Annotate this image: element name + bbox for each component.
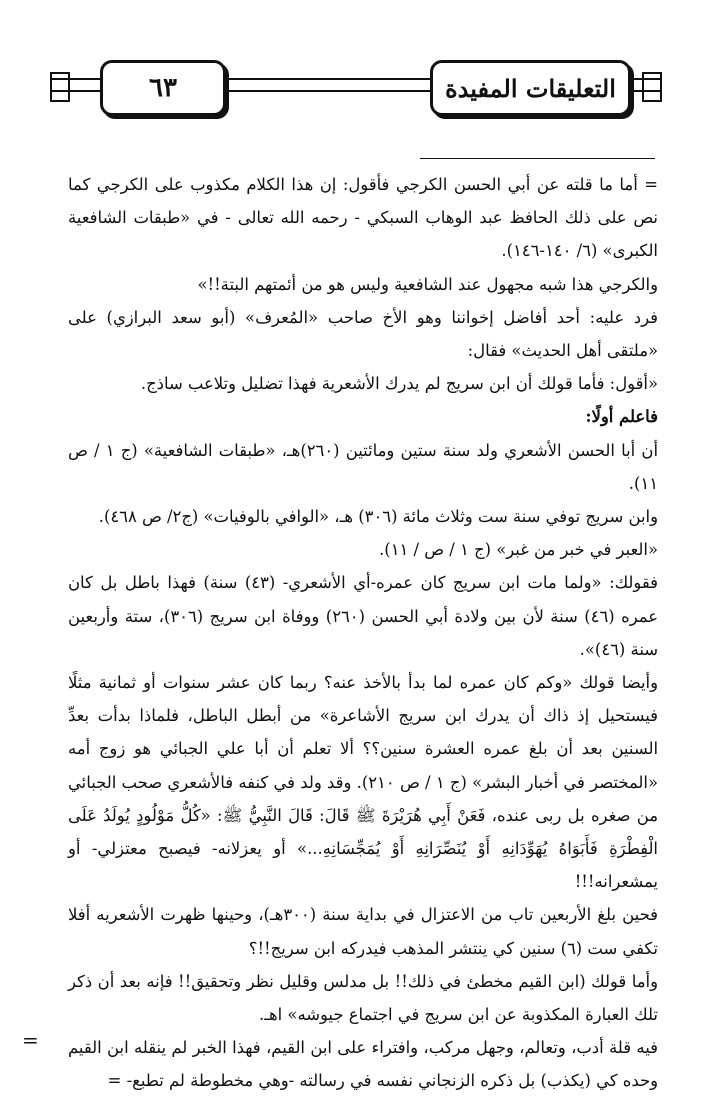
footnote-rule xyxy=(420,158,655,159)
header-right-cap xyxy=(642,72,662,102)
header-left-cap xyxy=(50,72,70,102)
paragraph: = أما ما قلته عن أبي الحسن الكرجي فأقول: إن هذا الكلام مكذوب على الكرجي كما نص على ذلك الحافظ عبد الوهاب السبكي - رحمه الله تعالى - في «طبقات الشافعية الكبرى» (٦/ ١٤٠-١٤٦). xyxy=(68,175,658,261)
paragraph: وأما قولك (ابن القيم مخطئ في ذلك!! بل مدلس وقليل نظر وتحقيق!! فإنه بعد أن ذكر تلك العبارة المكذوبة عن ابن سريج في اجتماع جيوشه» اهـ. xyxy=(68,971,658,1025)
paragraph: فحين بلغ الأربعين تاب من الاعتزال في بداية سنة (٣٠٠هـ)، وحينها ظهرت الأشعريه أفلا تكفي ست (٦) سنين كي ينتشر المذهب فيدركه ابن سريج!!؟ xyxy=(68,905,658,958)
paragraph: وأيضا قولك «وكم كان عمره لما بدأ بالأخذ عنه؟ ربما كان عشر سنوات أو ثمانية مثلًا فيستحيل إذ ذاك أن يدرك ابن سريج الأشاعرة» من أبطل الباطل، فلماذا بدأت بعدِّ السنين بعد أن بلغ عمره العشرة سنين؟؟ ألا تعلم أن أبا علي الجبائي هو زوج أمه «المختصر في أخبار البشر» (ج ١ / ص ٢١٠). وقد ولد في كنفه فالأشعري صحب الجبائي من صغره بل ربى عنده، فَعَنْ أَبِي هُرَيْرَةَ ﷺ قَالَ: قَالَ النَّبِيُّ ﷺ: «كُلُّ مَوْلُودٍ يُولَدُ عَلَى الْفِطْرَةِ فَأَبَوَاهُ يُهَوِّدَانِهِ أَوْ يُنَصِّرَانِهِ أَوْ يُمَجِّسَانِهِ...» أو يعزلانه- فيصبح معتزلي- أو يمشعرانه!!! xyxy=(68,673,658,892)
footnote-text xyxy=(68,168,658,1098)
subheading: فاعلم أولًا: xyxy=(585,407,658,427)
paragraph: فيه قلة أدب، وتعالم، وجهل مركب، وافتراء على ابن القيم، فهذا الخبر لم ينقله ابن القيم وحده كي (يكذب) بل ذكره الزنجاني نفسه في رسالته -وهي مخطوطة لم تطبع- = xyxy=(68,1038,658,1091)
running-header xyxy=(50,50,660,122)
page-number: ٦٣ xyxy=(100,60,226,116)
continuation-marker: = xyxy=(22,1028,39,1052)
paragraph: «أقول: فأما قولك أن ابن سريج لم يدرك الأشعرية فهذا تضليل وتلاعب ساذج. xyxy=(140,374,658,394)
paragraph: وابن سريج توفي سنة ست وثلاث مائة (٣٠٦) هـ، «الوافي بالوفيات» (ج٢/ ص ٤٦٨). xyxy=(98,507,658,527)
paragraph: أن أبا الحسن الأشعري ولد سنة ستين ومائتين (٢٦٠)هـ، «طبقات الشافعية» (ج ١ / ص ١١). xyxy=(68,440,658,493)
paragraph: والكرجي هذا شبه مجهول عند الشافعية وليس هو من أئمتهم البتة!!» xyxy=(197,274,658,294)
paragraph: «العبر في خبر من غبر» (ج ١ / ص / ١١). xyxy=(379,540,658,560)
running-title: التعليقات المفيدة xyxy=(430,60,631,116)
paragraph: فقولك: «ولما مات ابن سريج كان عمره-أي الأشعري- (٤٣) سنة) فهذا باطل بل كان عمره (٤٦) سنة لأن بين ولادة أبي الحسن (٢٦٠) ووفاة ابن سريج (٣٠٦)، ستة وأربعين سنة (٤٦)». xyxy=(68,573,658,659)
paragraph: فرد عليه: أحد أفاضل إخواننا وهو الأخ صاحب «المُعرف» (أبو سعد البرازي) على «ملتقى أهل الحديث» فقال: xyxy=(68,307,658,361)
